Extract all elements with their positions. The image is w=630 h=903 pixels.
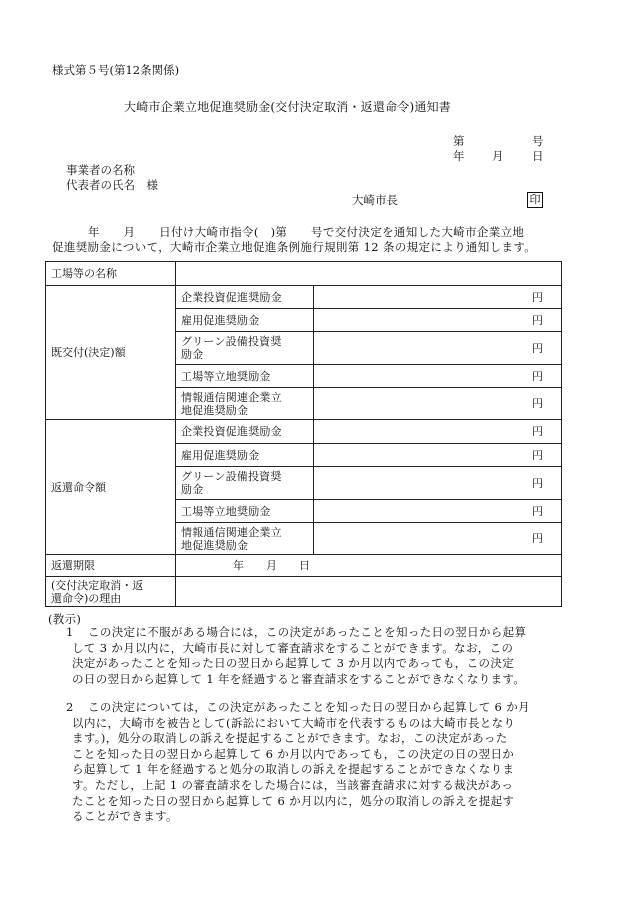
business-name-label: 事業者の名称 [66,163,135,177]
refund-amount-label: 返還命令額 [46,420,176,555]
granted-item-employment: 雇用促進奨励金 [176,309,314,332]
granted-amount-label: 既交付(決定)額 [46,286,176,420]
note-2-text: この決定については，この決定があったことを知った日の翌日から起算して 6 か月 以内に，大崎市を被告として(訴訟において大崎市を代表するものは大崎市長となり ます。)，処分の取消しの訴えを提起することができます。なお，この決定があった ことを知った日の翌日から起算して 6 か月以内であっても，この決定の日の翌日か ら起算して 1 年を経過すると処分の取消しの訴えを提起することができなくなりま す。ただし，上記 1 の審査請求をした場合には，当該審査請求に対する裁決があっ たことを知った日の翌日から起算して 6 か月以内に，処分の取消しの訴えを提起す ることができます。 [72,700,530,824]
note-2-number: 2 [66,700,74,714]
refund-item-factory: 工場等立地奨励金 [176,500,314,523]
date-year: 年 [453,149,465,163]
factory-name-label: 工場等の名称 [46,262,176,286]
note-1-number: 1 [66,625,74,639]
factory-row [46,262,562,286]
table-row [46,286,562,309]
granted-amount-green[interactable]: 円 [314,332,562,365]
refund-item-investment: 企業投資促進奨励金 [176,420,314,444]
notes-heading: (教示) [48,612,82,626]
granted-item-factory: 工場等立地奨励金 [176,365,314,388]
seal-mark: 印 [527,192,543,208]
grant-table [45,261,562,607]
refund-amount-green[interactable]: 円 [314,467,562,500]
document-title: 大崎市企業立地促進奨励金(交付決定取消・返還命令)通知書 [124,100,451,114]
deadline-value[interactable]: 年 月 日 [176,555,562,577]
date-month: 月 [492,149,504,163]
reason-label: (交付決定取消・返 還命令)の理由 [46,577,176,607]
doc-number-dai: 第 [453,134,465,148]
sender-mayor: 大崎市長 [352,193,398,207]
form-number: 様式第５号(第12条関係) [52,63,180,77]
granted-item-investment: 企業投資促進奨励金 [176,286,314,309]
refund-item-employment: 雇用促進奨励金 [176,444,314,467]
intro-line-2: 促進奨励金について，大崎市企業立地促進条例施行規則第 12 条の規定により通知します。 [52,240,537,254]
refund-amount-it[interactable]: 円 [314,523,562,555]
refund-item-it: 情報通信関連企業立 地促進奨励金 [176,523,314,555]
deadline-label: 返還期限 [46,555,176,577]
reason-row [46,577,562,607]
granted-item-it: 情報通信関連企業立 地促進奨励金 [176,388,314,420]
date-day: 日 [532,149,544,163]
refund-amount-factory[interactable]: 円 [314,500,562,523]
deadline-row [46,555,562,577]
granted-amount-investment[interactable]: 円 [314,286,562,309]
granted-amount-factory[interactable]: 円 [314,365,562,388]
granted-amount-it[interactable]: 円 [314,388,562,420]
reason-value[interactable] [176,577,562,607]
factory-name-value[interactable] [176,262,562,286]
representative-name-label: 代表者の氏名 様 [66,178,158,192]
granted-amount-employment[interactable]: 円 [314,309,562,332]
intro-line-1: 年 月 日付け大崎市指令( )第 号で交付決定を通知した大崎市企業立地 [88,225,525,239]
note-1-text: この決定に不服がある場合には，この決定があったことを知った日の翌日から起算 して 3 か月以内に，大崎市長に対して審査請求をすることができます。なお，この 決定があったことを知った日の翌日から起算して 3 か月以内であっても，この決定 の日の翌日から起算して 1 年を経過すると審査請求をすることができなくなります。 [72,625,527,686]
refund-amount-employment[interactable]: 円 [314,444,562,467]
refund-item-green: グリーン設備投資奨 励金 [176,467,314,500]
granted-item-green: グリーン設備投資奨 励金 [176,332,314,365]
table-row [46,420,562,444]
refund-amount-investment[interactable]: 円 [314,420,562,444]
doc-number-go: 号 [532,134,544,148]
